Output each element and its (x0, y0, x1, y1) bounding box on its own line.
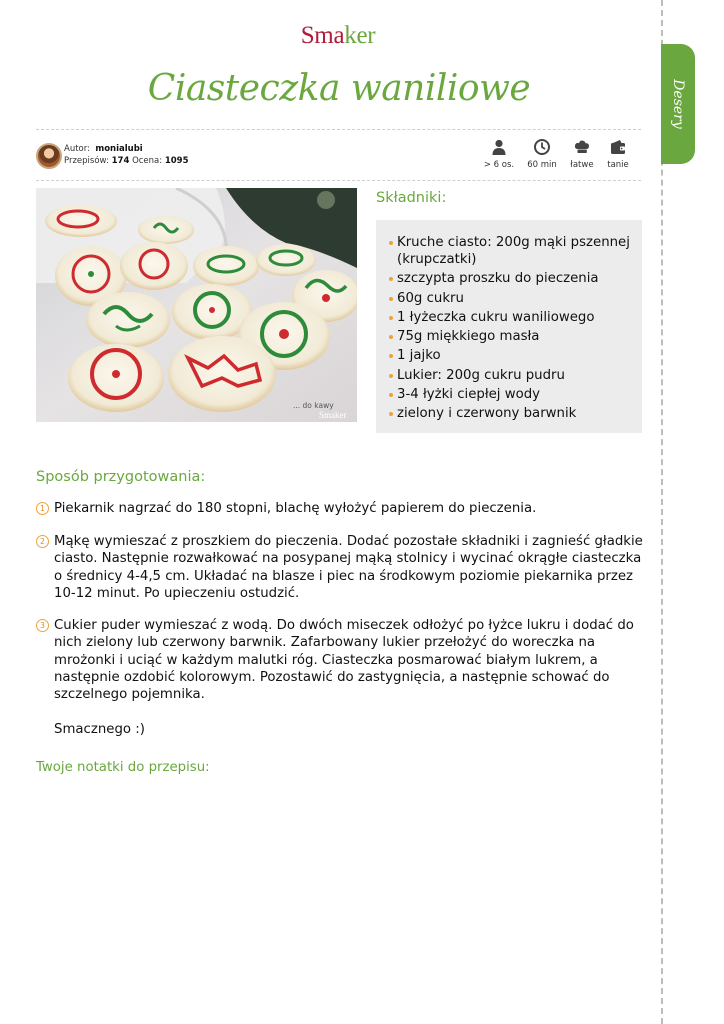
author-avatar (36, 143, 62, 169)
recipe-photo (36, 188, 357, 422)
step-number: 1 (36, 502, 49, 515)
ingredient-item: 3-4 łyżki ciepłej wody (388, 386, 630, 403)
difficulty-stat: łatwe (564, 138, 600, 170)
recipe-title: Ciasteczka waniliowe (147, 68, 531, 109)
author-name: monialubi (95, 144, 143, 154)
brand-logo: Smaker (300, 22, 376, 49)
servings-stat: > 6 os. (478, 138, 520, 170)
recipe-stats (478, 138, 636, 170)
ingredient-item: szczypta proszku do pieczenia (388, 270, 630, 287)
ingredients-box (376, 220, 642, 433)
category-label: Desery (670, 79, 686, 129)
ingredient-item: Kruche ciasto: 200g mąki pszennej (krupczatki) (388, 234, 630, 268)
cost-stat: tanie (600, 138, 636, 170)
ingredient-item: 1 łyżeczka cukru waniliowego (388, 309, 630, 326)
photo-watermark-brand: Smaker (319, 410, 347, 420)
chef-hat-icon (573, 138, 591, 156)
ingredients-list (388, 234, 630, 422)
ingredient-item: zielony i czerwony barwnik (388, 405, 630, 422)
preparation-step (36, 500, 646, 517)
wallet-icon (609, 138, 627, 156)
author-line: Autor: monialubi (64, 144, 143, 154)
preparation-step (36, 533, 646, 602)
step-number: 2 (36, 535, 49, 548)
divider (36, 129, 641, 130)
step-text: Piekarnik nagrzać do 180 stopni, blachę wyłożyć papierem do pieczenia. (54, 501, 537, 516)
closing-text: Smacznego :) (54, 722, 145, 737)
divider (36, 180, 641, 181)
author-stats-line: Przepisów: 174 Ocena: 1095 (64, 156, 189, 166)
ingredients-heading: Składniki: (376, 190, 447, 206)
preparation-heading: Sposób przygotowania: (36, 469, 206, 485)
person-icon (490, 138, 508, 156)
cookies-image (36, 188, 357, 422)
step-number: 3 (36, 619, 49, 632)
photo-watermark: ... do kawy (293, 401, 334, 410)
ingredient-item: 75g miękkiego masła (388, 328, 630, 345)
step-text: Mąkę wymieszać z proszkiem do pieczenia. Dodać pozostałe składniki i zagnieść gładkie ciasto. Następnie rozwałkować na posypanej mąką stolnicy i wycinać okrągłe ciasteczka o średnicy 4-4,5 cm. Układać na blasze i piec na środkowym poziomie piekarnika przez 10-12 minut. Po upieczeniu ostudzić. (54, 534, 643, 601)
ingredient-item: 1 jajko (388, 347, 630, 364)
ingredient-item: 60g cukru (388, 290, 630, 307)
author-info (64, 143, 189, 167)
step-text: Cukier puder wymieszać z wodą. Do dwóch miseczek odłożyć po łyżce lukru i dodać do nich zielony lub czerwony barwnik. Zafarbowany lukier przełożyć do woreczka na mrożonki i uciąć w każdym malutki róg. Ciasteczka posmarować białym lukrem, a następnie ozdobić kolorowym. Pozostawić do zastygnięcia, a następnie schować do szczelnego pojemnika. (54, 618, 634, 703)
clock-icon (533, 138, 551, 156)
time-stat: 60 min (520, 138, 564, 170)
notes-heading: Twoje notatki do przepisu: (36, 760, 210, 775)
preparation-step (36, 617, 646, 703)
ingredient-item: Lukier: 200g cukru pudru (388, 367, 630, 384)
